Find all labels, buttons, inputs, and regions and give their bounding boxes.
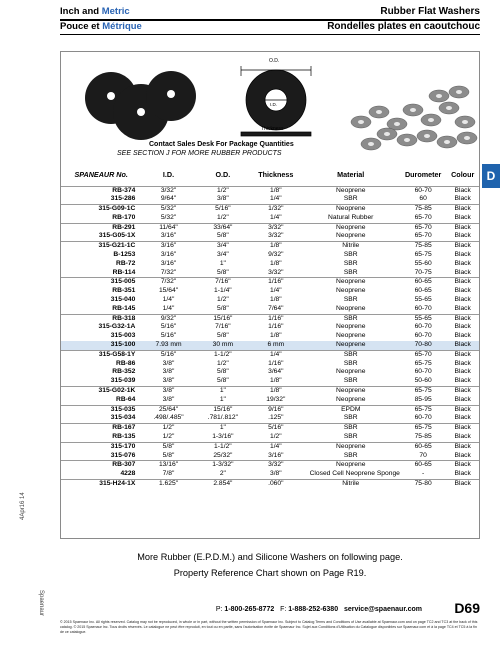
table-row <box>61 305 479 314</box>
cell-material: EPDM <box>302 405 400 414</box>
cell-durometer: 70-80 <box>400 341 446 350</box>
cell-durometer: 75-80 <box>400 480 446 489</box>
cell-durometer: 55-65 <box>414 296 432 304</box>
cell-part-no: 315-003 <box>110 332 136 340</box>
cell-colour: Black <box>446 405 479 414</box>
cell-od: .781/.812" <box>207 414 238 422</box>
cell-id: 7/32" <box>141 278 195 287</box>
cell-part-no: 315-035 <box>61 405 141 414</box>
cell-part-no: 315-G58-1Y <box>61 350 141 359</box>
col-header-id: I.D. <box>162 169 175 179</box>
cell-durometer: 50-60 <box>414 377 432 385</box>
cell-durometer: 75-85 <box>400 242 446 251</box>
cell-colour: Black <box>446 242 479 251</box>
cell-durometer: 75-85 <box>400 205 446 214</box>
cell-material: Neoprene <box>302 278 400 287</box>
table-header-row <box>61 164 479 186</box>
cell-colour: Black <box>454 377 471 385</box>
cell-colour: Black <box>454 332 471 340</box>
cell-part-no: RB-318 <box>61 314 141 323</box>
cell-thickness: 1/8" <box>269 332 282 340</box>
sales-note <box>61 140 479 158</box>
washer-table <box>61 164 479 489</box>
cell-colour: Black <box>446 186 479 195</box>
cell-durometer: 65-75 <box>414 359 432 367</box>
cell-part-no: 315-G02-1K <box>61 387 141 396</box>
cell-id: 5/32" <box>160 213 177 221</box>
unit-label-en: Inch and Metric <box>60 6 130 17</box>
cell-thickness: 19/32" <box>266 395 286 403</box>
col-header-colour: Colour <box>451 169 475 179</box>
cell-durometer: 85-95 <box>414 395 432 403</box>
header-row-2 <box>60 21 480 33</box>
cell-od: 5/8" <box>217 332 229 340</box>
col-header-part-no: SPANEAUR No. <box>74 169 128 179</box>
side-brand: Spaenaur <box>38 590 44 617</box>
cell-durometer: 70 <box>419 451 427 459</box>
table-row <box>61 350 479 359</box>
cell-id: 7/32" <box>160 268 177 276</box>
fax-number: 1-888-252-6380 <box>288 606 339 613</box>
cell-od: 1/2" <box>196 186 250 195</box>
cell-thickness: .125" <box>268 414 284 422</box>
cell-id: 3/8" <box>141 387 195 396</box>
cell-thickness: 1/16" <box>268 359 284 367</box>
cell-part-no: RB-114 <box>112 268 136 276</box>
cell-thickness: 3/32" <box>268 232 284 240</box>
cell-colour: Black <box>454 287 471 295</box>
cell-durometer: 70-75 <box>414 268 432 276</box>
cell-part-no: 315-G05-1X <box>98 232 136 240</box>
cell-material: Neoprene <box>302 186 400 195</box>
cell-thickness: 1/32" <box>250 205 302 214</box>
cell-od: 1" <box>196 387 250 396</box>
cell-thickness: 1/4" <box>250 442 302 451</box>
cell-id: 1/2" <box>162 433 175 441</box>
cell-od: 1" <box>219 395 226 403</box>
page-title-fr: Rondelles plates en caoutchouc <box>327 21 480 32</box>
col-header-thickness: Thickness <box>258 169 294 179</box>
contact-line: P: 1-800-265-8772 F: 1-888-252-6380 service@spaenaur.com <box>215 606 422 613</box>
table-row <box>61 287 479 296</box>
header-rule-bottom <box>60 34 480 35</box>
unit-label-fr: Pouce et Métrique <box>60 21 142 32</box>
cell-durometer: 65-75 <box>414 251 432 259</box>
cell-od: 7/16" <box>215 323 231 331</box>
cell-colour: Black <box>446 424 479 433</box>
cell-part-no: B-1253 <box>113 251 136 259</box>
cell-material: Neoprene <box>336 368 366 376</box>
cell-colour: Black <box>454 451 471 459</box>
cell-od: 1/2" <box>217 296 229 304</box>
cell-part-no: 315-286 <box>110 195 136 203</box>
email-link[interactable]: service@spaenaur.com <box>343 606 422 613</box>
cell-material: Neoprene <box>336 323 366 331</box>
cell-thickness: 1/4" <box>269 195 282 203</box>
table-row <box>61 452 479 461</box>
sales-note-line2: SEE SECTION J FOR MORE RUBBER PRODUCTS <box>117 150 282 157</box>
cell-part-no: RB-86 <box>116 359 136 367</box>
table-row <box>61 433 479 442</box>
cell-part-no: 315-G32-1A <box>98 323 136 331</box>
cell-colour: Black <box>454 213 471 221</box>
cell-durometer: 60-70 <box>414 414 432 422</box>
cell-colour: Black <box>454 359 471 367</box>
cell-colour: Black <box>446 442 479 451</box>
cell-colour: Black <box>454 395 471 403</box>
cell-material: Neoprene <box>302 461 400 470</box>
cell-colour: Black <box>454 433 471 441</box>
cell-part-no: 315-005 <box>61 278 141 287</box>
cell-material: Closed Cell Neoprene Sponge <box>309 470 400 478</box>
cell-part-no: RB-64 <box>116 395 136 403</box>
cell-colour: Black <box>446 350 479 359</box>
table-row <box>61 323 479 332</box>
cell-od: 1-1/2" <box>196 442 250 451</box>
cell-material: SBR <box>343 259 358 267</box>
cell-part-no: 315-040 <box>110 296 136 304</box>
cell-durometer: 55-60 <box>414 259 432 267</box>
cell-od: 5/8" <box>217 377 229 385</box>
table-row <box>61 232 479 241</box>
col-header-od: O.D. <box>215 169 231 179</box>
table-row <box>61 470 479 479</box>
cell-od: 2" <box>219 470 226 478</box>
cell-durometer: 65-70 <box>400 350 446 359</box>
cell-od: 5/8" <box>217 268 229 276</box>
cell-od: 2.854" <box>196 480 250 489</box>
sales-note-line1: Contact Sales Desk For Package Quantities <box>149 141 294 148</box>
cell-colour: Black <box>446 223 479 232</box>
cell-id: 3/16" <box>141 242 195 251</box>
cell-thickness: 1/4" <box>269 213 282 221</box>
table-row <box>61 387 479 396</box>
cell-od: 3/4" <box>196 242 250 251</box>
cell-part-no: RB-145 <box>112 304 136 312</box>
cell-thickness: 3/16" <box>268 451 284 459</box>
table-row <box>61 260 479 269</box>
cell-durometer: 60-70 <box>414 368 432 376</box>
cell-part-no: RB-167 <box>61 424 141 433</box>
cell-thickness: 1/16" <box>250 278 302 287</box>
cell-material: SBR <box>343 268 358 276</box>
cell-thickness: 1/8" <box>250 186 302 195</box>
table-row <box>61 424 479 433</box>
page-title: Rubber Flat Washers <box>380 6 480 17</box>
cell-thickness: 1/2" <box>269 433 282 441</box>
table-row <box>61 223 479 232</box>
legal-notice: © 2015 Spaenaur Inc. All rights reserved. Catalog may not be reproduced, in whole or in part, without the written permission of Spaenaur Inc. Subject to Catalog Terms and Conditions of Use available at Spaenaur.com and on page TC2 and TC3 at the back of this catalog. © 2015 Spaenaur Inc. Tous droits réservés. Le catalogue ne peut être reproduit, en tout ou en partie, sans l'autorisation écrite de Spaenaur Inc. Sujet aux Conditions d'Utilisation du Catalogue disponibles sur Spaenaur.com et à la page TC4 et TC5 à la fin de ce catalogue. <box>60 620 478 634</box>
table-row <box>61 186 479 195</box>
cell-od: 5/8" <box>217 304 229 312</box>
cell-od: 33/64" <box>196 223 250 232</box>
header-row-1 <box>60 6 480 18</box>
cell-od: 3/4" <box>217 251 229 259</box>
cell-material: Natural Rubber <box>328 213 374 221</box>
cell-durometer: 65-75 <box>400 405 446 414</box>
table-row <box>61 414 479 423</box>
id-label: I.D. <box>270 102 278 107</box>
cell-colour: Black <box>454 259 471 267</box>
cell-colour: Black <box>446 387 479 396</box>
table-row <box>61 214 479 223</box>
cell-id: 3/8" <box>162 395 175 403</box>
cell-thickness: 6 mm <box>250 341 302 350</box>
cell-id: 11/64" <box>141 223 195 232</box>
cell-thickness: 5/16" <box>250 424 302 433</box>
cell-id: 15/64" <box>158 287 179 295</box>
cell-od: 1" <box>219 259 226 267</box>
more-note-line1: More Rubber (E.P.D.M.) and Silicone Washers on following page. <box>137 552 403 562</box>
phone-number[interactable]: 1-800-265-8772 <box>224 606 275 613</box>
cell-od: 7/16" <box>196 278 250 287</box>
cell-thickness: 1/8" <box>250 242 302 251</box>
cell-durometer: 75-85 <box>414 433 432 441</box>
cell-thickness: 1/8" <box>250 387 302 396</box>
cell-id: 5/8" <box>141 442 195 451</box>
cell-durometer: 60-65 <box>400 278 446 287</box>
cell-id: .498/.485" <box>153 414 184 422</box>
cell-thickness: 3/8" <box>269 470 282 478</box>
cell-part-no: 315-034 <box>110 414 136 422</box>
cell-colour: Black <box>454 368 471 376</box>
cell-part-no: 315-170 <box>61 442 141 451</box>
cell-thickness: .060" <box>250 480 302 489</box>
cell-id: 3/32" <box>141 186 195 195</box>
cell-colour: Black <box>446 461 479 470</box>
cell-material: SBR <box>343 433 358 441</box>
cell-od: 25/32" <box>213 451 233 459</box>
section-tab: D <box>482 164 500 188</box>
cell-id: 7.93 mm <box>141 341 195 350</box>
col-header-durometer: Durometer <box>404 169 442 179</box>
table-row <box>61 377 479 386</box>
cell-colour: Black <box>454 296 471 304</box>
cell-thickness: 1/8" <box>269 377 282 385</box>
cell-od: 1-1/2" <box>196 350 250 359</box>
cell-material: Neoprene <box>336 287 366 295</box>
cell-part-no: RB-307 <box>61 461 141 470</box>
cell-durometer: 55-65 <box>400 314 446 323</box>
cell-part-no: RB-291 <box>61 223 141 232</box>
cell-colour: Black <box>454 470 471 478</box>
cell-material: SBR <box>343 195 358 203</box>
cell-thickness: 3/64" <box>268 368 284 376</box>
od-label: O.D. <box>269 58 280 64</box>
cell-durometer: 60-70 <box>400 186 446 195</box>
cell-id: 5/8" <box>162 451 175 459</box>
more-note <box>61 549 479 581</box>
table-row <box>61 296 479 305</box>
cell-colour: Black <box>446 341 479 350</box>
cell-colour: Black <box>454 304 471 312</box>
cell-material: Neoprene <box>336 395 366 403</box>
cell-od: 30 mm <box>196 341 250 350</box>
cell-part-no: 315-100 <box>61 341 141 350</box>
cell-material: Neoprene <box>302 341 400 350</box>
cell-durometer: - <box>422 470 425 478</box>
cell-material: SBR <box>343 414 358 422</box>
cell-material: SBR <box>343 251 358 259</box>
cell-part-no: RB-170 <box>112 213 136 221</box>
cell-thickness: 3/32" <box>250 461 302 470</box>
cell-thickness: 9/32" <box>268 251 284 259</box>
cell-durometer: 60-70 <box>414 323 432 331</box>
table-row <box>61 368 479 377</box>
table-row <box>61 480 479 489</box>
cell-material: SBR <box>302 314 400 323</box>
table-row <box>61 251 479 260</box>
cell-colour: Black <box>454 232 471 240</box>
cell-id: 1/4" <box>162 296 175 304</box>
cell-thickness: 1/4" <box>269 287 282 295</box>
cell-od: 15/16" <box>196 314 250 323</box>
cell-material: Neoprene <box>302 223 400 232</box>
cell-material: Neoprene <box>336 232 366 240</box>
cell-colour: Black <box>454 251 471 259</box>
cell-durometer: 60-65 <box>414 287 432 295</box>
cell-part-no: 315-G21-1C <box>61 242 141 251</box>
cell-thickness: 1/16" <box>250 314 302 323</box>
cell-colour: Black <box>454 268 471 276</box>
table-row <box>61 242 479 251</box>
table-row <box>61 195 479 204</box>
cell-durometer: 60 <box>419 195 427 203</box>
cell-id: 3/8" <box>162 368 175 376</box>
cell-part-no: RB-135 <box>112 433 136 441</box>
cell-part-no: 315-076 <box>110 451 136 459</box>
table-row <box>61 341 479 350</box>
cell-colour: Black <box>446 314 479 323</box>
cell-durometer: 60-70 <box>414 332 432 340</box>
cell-durometer: 65-70 <box>414 213 432 221</box>
cell-id: 9/32" <box>141 314 195 323</box>
cell-material: Neoprene <box>336 332 366 340</box>
cell-part-no: RB-351 <box>112 287 136 295</box>
cell-durometer: 60-65 <box>400 442 446 451</box>
cell-id: 3/8" <box>162 377 175 385</box>
page-number: D69 <box>454 600 480 616</box>
cell-od: 1/2" <box>217 213 229 221</box>
cell-part-no: RB-72 <box>116 259 136 267</box>
cell-material: Nitrile <box>302 242 400 251</box>
cell-id: 13/16" <box>141 461 195 470</box>
cell-durometer: 65-70 <box>414 232 432 240</box>
cell-material: Nitrile <box>302 480 400 489</box>
table-row <box>61 396 479 405</box>
table-row <box>61 332 479 341</box>
cell-thickness: 7/64" <box>268 304 284 312</box>
table-row <box>61 405 479 414</box>
table-row <box>61 461 479 470</box>
col-header-material: Material <box>337 169 365 179</box>
table-row <box>61 269 479 278</box>
cell-colour: Black <box>446 205 479 214</box>
cell-thickness: 1/4" <box>250 350 302 359</box>
cell-thickness: 1/16" <box>268 323 284 331</box>
cell-material: SBR <box>343 296 358 304</box>
cell-part-no: 315-039 <box>110 377 136 385</box>
cell-id: 3/16" <box>160 232 177 240</box>
cell-colour: Black <box>454 323 471 331</box>
cell-durometer: 65-75 <box>400 387 446 396</box>
cell-durometer: 60-70 <box>414 304 432 312</box>
table-row <box>61 314 479 323</box>
cell-material: SBR <box>302 424 400 433</box>
table-row <box>61 442 479 451</box>
cell-id: 3/16" <box>160 259 177 267</box>
cell-colour: Black <box>446 480 479 489</box>
cell-id: 25/64" <box>141 405 195 414</box>
cell-colour: Black <box>446 278 479 287</box>
cell-durometer: 65-75 <box>400 424 446 433</box>
cell-od: 15/16" <box>196 405 250 414</box>
cell-material: Neoprene <box>336 304 366 312</box>
more-note-line2: Property Reference Chart shown on Page R19. <box>173 568 367 578</box>
cell-thickness: 3/32" <box>250 223 302 232</box>
cell-material: Neoprene <box>302 205 400 214</box>
cell-colour: Black <box>454 195 471 203</box>
cell-od: 1/2" <box>217 359 229 367</box>
cell-id: 1/2" <box>141 424 195 433</box>
cell-thickness: 3/32" <box>268 268 284 276</box>
cell-material: Neoprene <box>302 442 400 451</box>
cell-id: 1/4" <box>162 304 175 312</box>
table-row <box>61 360 479 369</box>
cell-id: 5/32" <box>141 205 195 214</box>
cell-material: SBR <box>343 377 358 385</box>
cell-colour: Black <box>454 414 471 422</box>
cell-part-no: 315-G09-1C <box>61 205 141 214</box>
cell-od: 5/8" <box>217 232 229 240</box>
cell-thickness: 1/8" <box>269 259 282 267</box>
thickness-label: Thickness <box>261 126 284 132</box>
cell-material: SBR <box>302 350 400 359</box>
cell-od: 1-1/4" <box>214 287 232 295</box>
cell-od: 5/8" <box>217 368 229 376</box>
table-row <box>61 205 479 214</box>
cell-id: 1.625" <box>141 480 195 489</box>
cell-id: 5/16" <box>141 350 195 359</box>
cell-thickness: 1/8" <box>269 296 282 304</box>
cell-durometer: 60-65 <box>400 461 446 470</box>
cell-id: 3/8" <box>162 359 175 367</box>
side-code: 4Apr16 14 <box>20 492 26 520</box>
cell-thickness: 9/16" <box>250 405 302 414</box>
cell-id: 5/16" <box>160 323 177 331</box>
cell-od: 1-3/16" <box>212 433 234 441</box>
cell-part-no: 4228 <box>120 470 136 478</box>
cell-material: Neoprene <box>302 387 400 396</box>
table-body <box>61 186 479 489</box>
cell-part-no: RB-374 <box>61 186 141 195</box>
cell-id: 5/16" <box>160 332 177 340</box>
cell-durometer: 65-70 <box>400 223 446 232</box>
cell-id: 3/16" <box>160 251 177 259</box>
cell-part-no: 315-H24-1X <box>61 480 141 489</box>
cell-material: SBR <box>343 359 358 367</box>
cell-od: 5/16" <box>196 205 250 214</box>
cell-od: 1" <box>196 424 250 433</box>
cell-od: 3/8" <box>217 195 229 203</box>
cell-od: 1-3/32" <box>196 461 250 470</box>
cell-part-no: RB-352 <box>112 368 136 376</box>
table-row <box>61 278 479 287</box>
cell-id: 7/8" <box>162 470 175 478</box>
cell-id: 9/64" <box>160 195 177 203</box>
cell-material: SBR <box>343 451 358 459</box>
